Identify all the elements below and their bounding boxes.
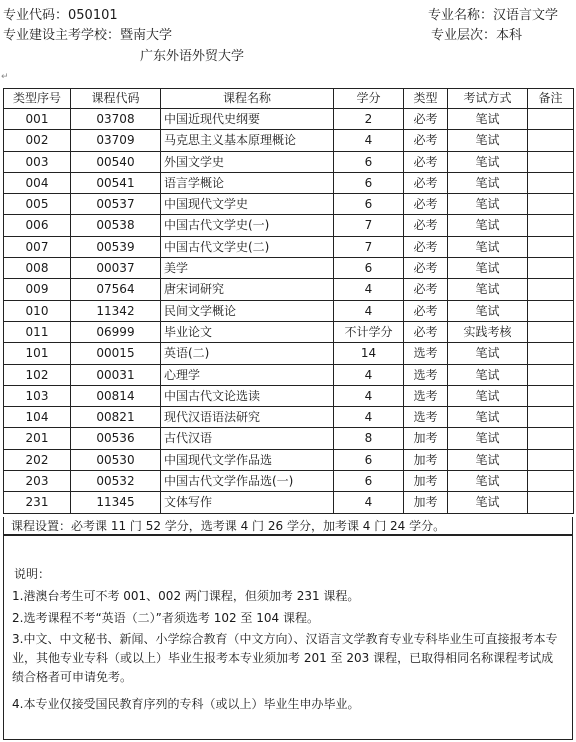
table-row <box>4 279 574 300</box>
row-credit: 6 <box>334 194 404 215</box>
row-code: 11342 <box>71 300 161 321</box>
row-credit: 6 <box>334 172 404 193</box>
row-exam: 笔试 <box>448 130 528 151</box>
row-seq: 231 <box>4 492 71 513</box>
row-note <box>528 471 574 492</box>
row-seq: 104 <box>4 407 71 428</box>
row-code: 03709 <box>71 130 161 151</box>
row-exam: 笔试 <box>448 258 528 279</box>
table-row <box>4 194 574 215</box>
row-note <box>528 151 574 172</box>
row-seq: 103 <box>4 385 71 406</box>
note-item: 2.选考课程不考“英语（二）”者须选考 102 至 104 课程。 <box>12 611 319 625</box>
row-name: 马克思主义基本原理概论 <box>161 130 334 151</box>
row-name: 中国现代文学史 <box>161 194 334 215</box>
row-code: 07564 <box>71 279 161 300</box>
row-seq: 010 <box>4 300 71 321</box>
row-credit: 4 <box>334 279 404 300</box>
table-row <box>4 492 574 513</box>
row-code: 00821 <box>71 407 161 428</box>
table-row <box>4 449 574 470</box>
row-note <box>528 194 574 215</box>
row-note <box>528 279 574 300</box>
major-name: 专业名称：汉语言文学 <box>428 8 559 23</box>
row-seq: 008 <box>4 258 71 279</box>
row-name: 心理学 <box>161 364 334 385</box>
row-name: 文体写作 <box>161 492 334 513</box>
row-note <box>528 364 574 385</box>
row-credit: 4 <box>334 385 404 406</box>
row-name: 中国古代文学作品选(一) <box>161 471 334 492</box>
row-note <box>528 449 574 470</box>
row-seq: 101 <box>4 343 71 364</box>
row-type: 选考 <box>404 385 448 406</box>
row-credit: 6 <box>334 471 404 492</box>
row-type: 必考 <box>404 236 448 257</box>
table-row <box>4 321 574 342</box>
row-type: 加考 <box>404 471 448 492</box>
row-credit: 6 <box>334 151 404 172</box>
row-code: 00814 <box>71 385 161 406</box>
row-code: 00538 <box>71 215 161 236</box>
row-type: 加考 <box>404 492 448 513</box>
row-type: 必考 <box>404 321 448 342</box>
row-note <box>528 343 574 364</box>
row-name: 英语(二) <box>161 343 334 364</box>
row-seq: 001 <box>4 109 71 130</box>
row-seq: 009 <box>4 279 71 300</box>
row-name: 外国文学史 <box>161 151 334 172</box>
row-credit: 7 <box>334 236 404 257</box>
row-note <box>528 130 574 151</box>
col-header-code: 课程代码 <box>71 89 161 109</box>
row-exam: 笔试 <box>448 428 528 449</box>
table-row <box>4 258 574 279</box>
row-exam: 笔试 <box>448 151 528 172</box>
table-row <box>4 407 574 428</box>
row-name: 中国古代文学史(一) <box>161 215 334 236</box>
row-code: 00037 <box>71 258 161 279</box>
row-exam: 笔试 <box>448 492 528 513</box>
row-credit: 4 <box>334 492 404 513</box>
note-item: 3.中文、中文秘书、新闻、小学综合教育（中文方向）、汉语言文学教育专业专科毕业生可直接报考本专业，其他专业专科（或以上）毕业生报考本专业须加考 201 至 203 课程，已取得相同名称课程考试成绩合格者可申请免考。 <box>12 632 558 684</box>
major-code: 专业代码：050101 <box>3 8 118 23</box>
row-name: 中国近现代史纲要 <box>161 109 334 130</box>
table-row <box>4 385 574 406</box>
row-code: 00015 <box>71 343 161 364</box>
col-header-exam: 考试方式 <box>448 89 528 109</box>
table-row <box>4 109 574 130</box>
row-note <box>528 300 574 321</box>
row-seq: 203 <box>4 471 71 492</box>
row-type: 必考 <box>404 279 448 300</box>
row-exam: 笔试 <box>448 109 528 130</box>
row-exam: 笔试 <box>448 215 528 236</box>
row-note <box>528 492 574 513</box>
row-seq: 004 <box>4 172 71 193</box>
row-credit: 6 <box>334 449 404 470</box>
paragraph-mark-icon: ↵ <box>1 72 9 82</box>
row-code: 00031 <box>71 364 161 385</box>
row-credit: 14 <box>334 343 404 364</box>
course-summary: 课程设置：必考课 11 门 52 学分，选考课 4 门 26 学分，加考课 4 门 24 学分。 <box>3 517 573 535</box>
row-type: 选考 <box>404 364 448 385</box>
table-header-row <box>4 89 574 109</box>
row-note <box>528 236 574 257</box>
row-name: 民间文学概论 <box>161 300 334 321</box>
row-seq: 202 <box>4 449 71 470</box>
table-row <box>4 172 574 193</box>
row-type: 必考 <box>404 258 448 279</box>
row-exam: 笔试 <box>448 343 528 364</box>
row-type: 必考 <box>404 130 448 151</box>
row-type: 必考 <box>404 151 448 172</box>
row-credit: 4 <box>334 130 404 151</box>
table-row <box>4 215 574 236</box>
row-name: 语言学概论 <box>161 172 334 193</box>
table-row <box>4 471 574 492</box>
row-seq: 011 <box>4 321 71 342</box>
table-row <box>4 428 574 449</box>
row-credit: 7 <box>334 215 404 236</box>
note-item: 4.本专业仅接受国民教育序列的专科（或以上）毕业生申办毕业。 <box>12 697 360 711</box>
row-note <box>528 428 574 449</box>
row-exam: 笔试 <box>448 385 528 406</box>
row-note <box>528 258 574 279</box>
row-seq: 102 <box>4 364 71 385</box>
row-code: 00537 <box>71 194 161 215</box>
row-type: 选考 <box>404 407 448 428</box>
row-seq: 003 <box>4 151 71 172</box>
row-note <box>528 407 574 428</box>
row-type: 加考 <box>404 449 448 470</box>
table-row <box>4 236 574 257</box>
row-credit: 8 <box>334 428 404 449</box>
host-school: 专业建设主考学校：暨南大学 <box>3 28 173 43</box>
row-credit: 不计学分 <box>334 321 404 342</box>
row-seq: 007 <box>4 236 71 257</box>
row-note <box>528 215 574 236</box>
row-name: 中国现代文学作品选 <box>161 449 334 470</box>
row-code: 00539 <box>71 236 161 257</box>
table-row <box>4 151 574 172</box>
row-exam: 笔试 <box>448 194 528 215</box>
row-note <box>528 385 574 406</box>
col-header-note: 备注 <box>528 89 574 109</box>
row-name: 美学 <box>161 258 334 279</box>
note-item: 1.港澳台考生可不考 001、002 两门课程，但须加考 231 课程。 <box>12 589 360 603</box>
row-code: 00530 <box>71 449 161 470</box>
row-code: 03708 <box>71 109 161 130</box>
notes-box <box>3 535 573 740</box>
host-school-second: 广东外语外贸大学 <box>140 49 245 64</box>
notes-title: 说明： <box>14 567 51 581</box>
row-seq: 006 <box>4 215 71 236</box>
row-note <box>528 109 574 130</box>
row-exam: 笔试 <box>448 407 528 428</box>
table-row <box>4 343 574 364</box>
row-credit: 4 <box>334 407 404 428</box>
row-type: 加考 <box>404 428 448 449</box>
row-name: 唐宋词研究 <box>161 279 334 300</box>
row-seq: 005 <box>4 194 71 215</box>
row-exam: 笔试 <box>448 279 528 300</box>
row-type: 必考 <box>404 194 448 215</box>
row-type: 必考 <box>404 172 448 193</box>
row-type: 必考 <box>404 109 448 130</box>
table-row <box>4 364 574 385</box>
row-seq: 201 <box>4 428 71 449</box>
row-code: 00532 <box>71 471 161 492</box>
row-note <box>528 172 574 193</box>
col-header-seq: 类型序号 <box>4 89 71 109</box>
row-code: 00541 <box>71 172 161 193</box>
row-name: 中国古代文学史(二) <box>161 236 334 257</box>
row-exam: 实践考核 <box>448 321 528 342</box>
row-code: 11345 <box>71 492 161 513</box>
row-name: 毕业论文 <box>161 321 334 342</box>
row-credit: 2 <box>334 109 404 130</box>
col-header-type: 类型 <box>404 89 448 109</box>
table-row <box>4 130 574 151</box>
row-exam: 笔试 <box>448 364 528 385</box>
row-credit: 6 <box>334 258 404 279</box>
row-exam: 笔试 <box>448 300 528 321</box>
row-code: 00536 <box>71 428 161 449</box>
row-code: 06999 <box>71 321 161 342</box>
row-name: 现代汉语语法研究 <box>161 407 334 428</box>
row-exam: 笔试 <box>448 471 528 492</box>
col-header-credit: 学分 <box>334 89 404 109</box>
major-level: 专业层次：本科 <box>431 28 523 43</box>
table-row <box>4 300 574 321</box>
row-exam: 笔试 <box>448 236 528 257</box>
row-type: 必考 <box>404 300 448 321</box>
row-seq: 002 <box>4 130 71 151</box>
row-type: 必考 <box>404 215 448 236</box>
row-name: 古代汉语 <box>161 428 334 449</box>
row-credit: 4 <box>334 364 404 385</box>
row-type: 选考 <box>404 343 448 364</box>
row-exam: 笔试 <box>448 172 528 193</box>
course-table <box>3 88 574 514</box>
row-credit: 4 <box>334 300 404 321</box>
row-code: 00540 <box>71 151 161 172</box>
col-header-name: 课程名称 <box>161 89 334 109</box>
row-note <box>528 321 574 342</box>
row-name: 中国古代文论选读 <box>161 385 334 406</box>
row-exam: 笔试 <box>448 449 528 470</box>
